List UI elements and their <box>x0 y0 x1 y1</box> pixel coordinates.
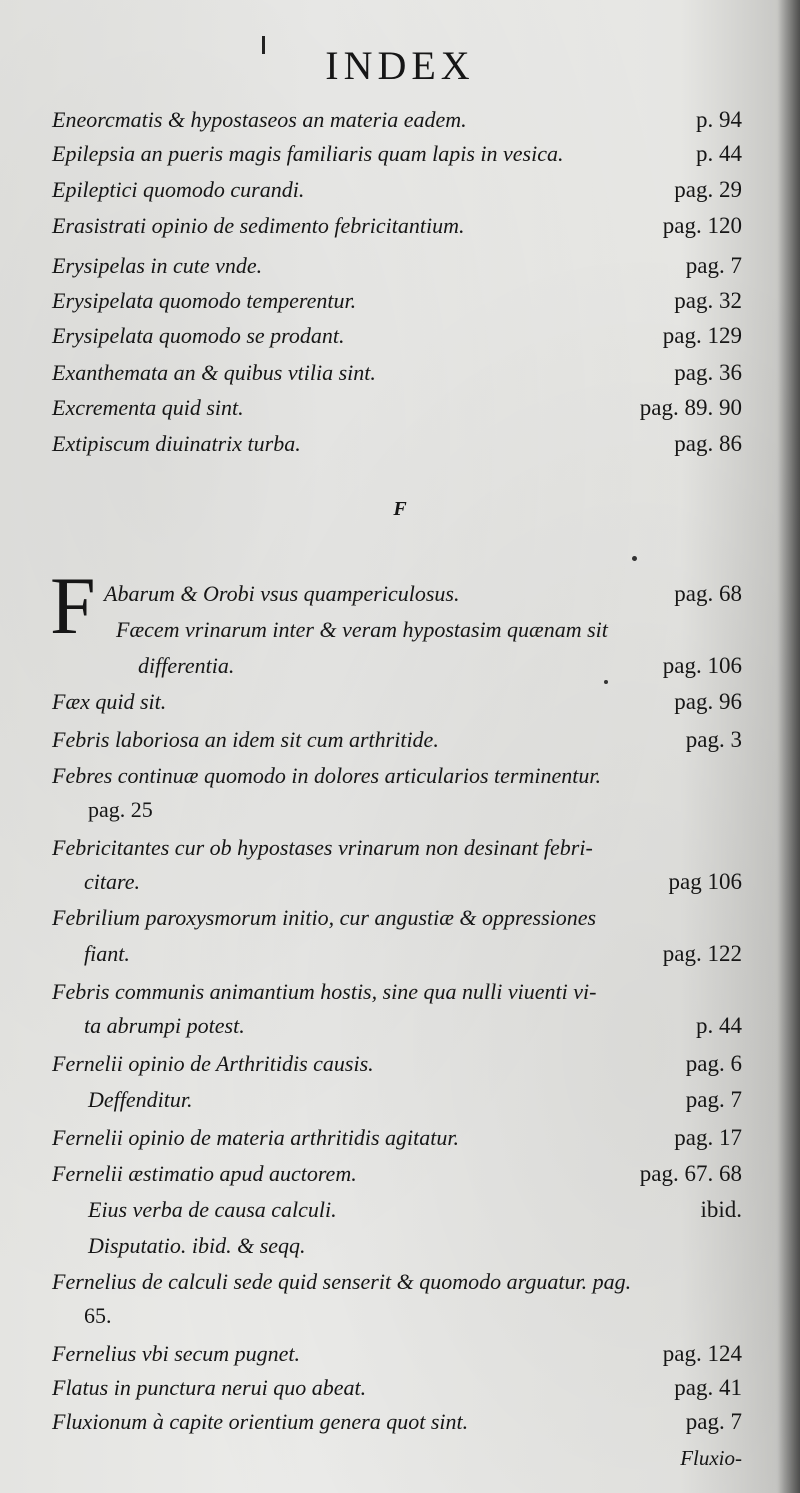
entry-text: Erasistrati opinio de sedimento febricitantium. <box>52 213 465 238</box>
entry-page: pag 106 <box>668 869 742 894</box>
entry-page: pag. 120 <box>662 213 742 238</box>
entry-page: pag. 32 <box>674 288 742 313</box>
entry-text: pag. 25 <box>88 797 153 822</box>
entry-page: pag. 124 <box>662 1341 742 1366</box>
entry-text: Epilepsia an pueris magis familiaris quam lapis in vesica. <box>52 141 564 166</box>
entry-text: Abarum & Orobi vsus quampericulosus. <box>104 581 460 606</box>
entry-text: Excrementa quid sint. <box>52 395 244 420</box>
entry-text: Fernelius de calculi sede quid senserit & quomodo arguatur. pag. <box>52 1269 632 1294</box>
entry-text: Fernelius vbi secum pugnet. <box>52 1341 301 1366</box>
page-spine-shadow <box>778 0 800 1493</box>
catchword-text: Fluxio- <box>680 1446 742 1470</box>
entry-page: pag. 106 <box>662 653 742 678</box>
page-title: INDEX <box>325 43 475 88</box>
entry-text: Fernelii æstimatio apud auctorem. <box>52 1161 357 1186</box>
entry-page: pag. 89. 90 <box>639 395 742 420</box>
entry-text: Epileptici quomodo curandi. <box>52 177 305 202</box>
entry-page: pag. 67. 68 <box>639 1161 742 1186</box>
entry-page: pag. 7 <box>685 253 742 278</box>
entry-text: ta abrumpi potest. <box>84 1013 245 1038</box>
entry-text: Exanthemata an & quibus vtilia sint. <box>52 360 376 385</box>
ink-speck <box>632 556 637 561</box>
entry-text: Erysipelas in cute vnde. <box>52 253 263 278</box>
entry-text: Fluxionum à capite orientium genera quot sint. <box>52 1409 469 1434</box>
entry-page: p. 94 <box>696 107 742 132</box>
entry-page: pag. 3 <box>685 727 742 752</box>
entry-page: pag. 17 <box>674 1125 742 1150</box>
entry-text: Febres continuæ quomodo in dolores articularios terminentur. <box>52 763 601 788</box>
entry-page: pag. 68 <box>674 581 742 606</box>
entry-text: 65. <box>84 1303 112 1328</box>
entry-text: Eius verba de causa calculi. <box>88 1197 337 1222</box>
entry-page: pag. 6 <box>685 1051 742 1076</box>
entry-text: Fæx quid sit. <box>52 689 167 714</box>
entry-text: fiant. <box>84 941 130 966</box>
entry-text: Disputatio. ibid. & seqq. <box>88 1233 306 1258</box>
ink-speck <box>604 680 608 684</box>
entry-page: pag. 7 <box>685 1087 742 1112</box>
section-letter: F <box>393 498 407 520</box>
entry-text: Fernelii opinio de materia arthritidis agitatur. <box>52 1125 459 1150</box>
entry-page: pag. 41 <box>674 1375 742 1400</box>
drop-cap: F <box>50 560 96 651</box>
entry-text: Fæcem vrinarum inter & veram hypostasim quænam sit <box>116 617 608 642</box>
entry-text: Erysipelata quomodo temperentur. <box>52 288 357 313</box>
entry-page: pag. 29 <box>674 177 742 202</box>
entry-text: Febris laboriosa an idem sit cum arthritide. <box>52 727 439 752</box>
entry-text: differentia. <box>138 653 235 678</box>
entry-page: ibid. <box>700 1197 742 1222</box>
entry-text: citare. <box>84 869 140 894</box>
entry-page: pag. 129 <box>662 323 742 348</box>
entry-text: Febricitantes cur ob hypostases vrinarum non desinant febri- <box>52 835 593 860</box>
entry-text: Deffenditur. <box>88 1087 193 1112</box>
entry-text: Febrilium paroxysmorum initio, cur angustiæ & oppressiones <box>52 905 597 930</box>
entry-page: pag. 36 <box>674 360 742 385</box>
entry-text: Extipiscum diuinatrix turba. <box>52 431 301 456</box>
entry-page: pag. 96 <box>674 689 742 714</box>
entry-text: Eneorcmatis & hypostaseos an materia eadem. <box>52 107 467 132</box>
entry-page: pag. 7 <box>685 1409 742 1434</box>
entry-page: p. 44 <box>696 1013 742 1038</box>
entry-text: Flatus in punctura nerui quo abeat. <box>52 1375 367 1400</box>
entry-page: pag. 122 <box>662 941 742 966</box>
entry-text: Febris communis animantium hostis, sine qua nulli viuenti vi- <box>52 979 597 1004</box>
entry-text: Fernelii opinio de Arthritidis causis. <box>52 1051 374 1076</box>
entry-text: Erysipelata quomodo se prodant. <box>52 323 345 348</box>
entry-page: p. 44 <box>696 141 742 166</box>
entry-page: pag. 86 <box>674 431 742 456</box>
